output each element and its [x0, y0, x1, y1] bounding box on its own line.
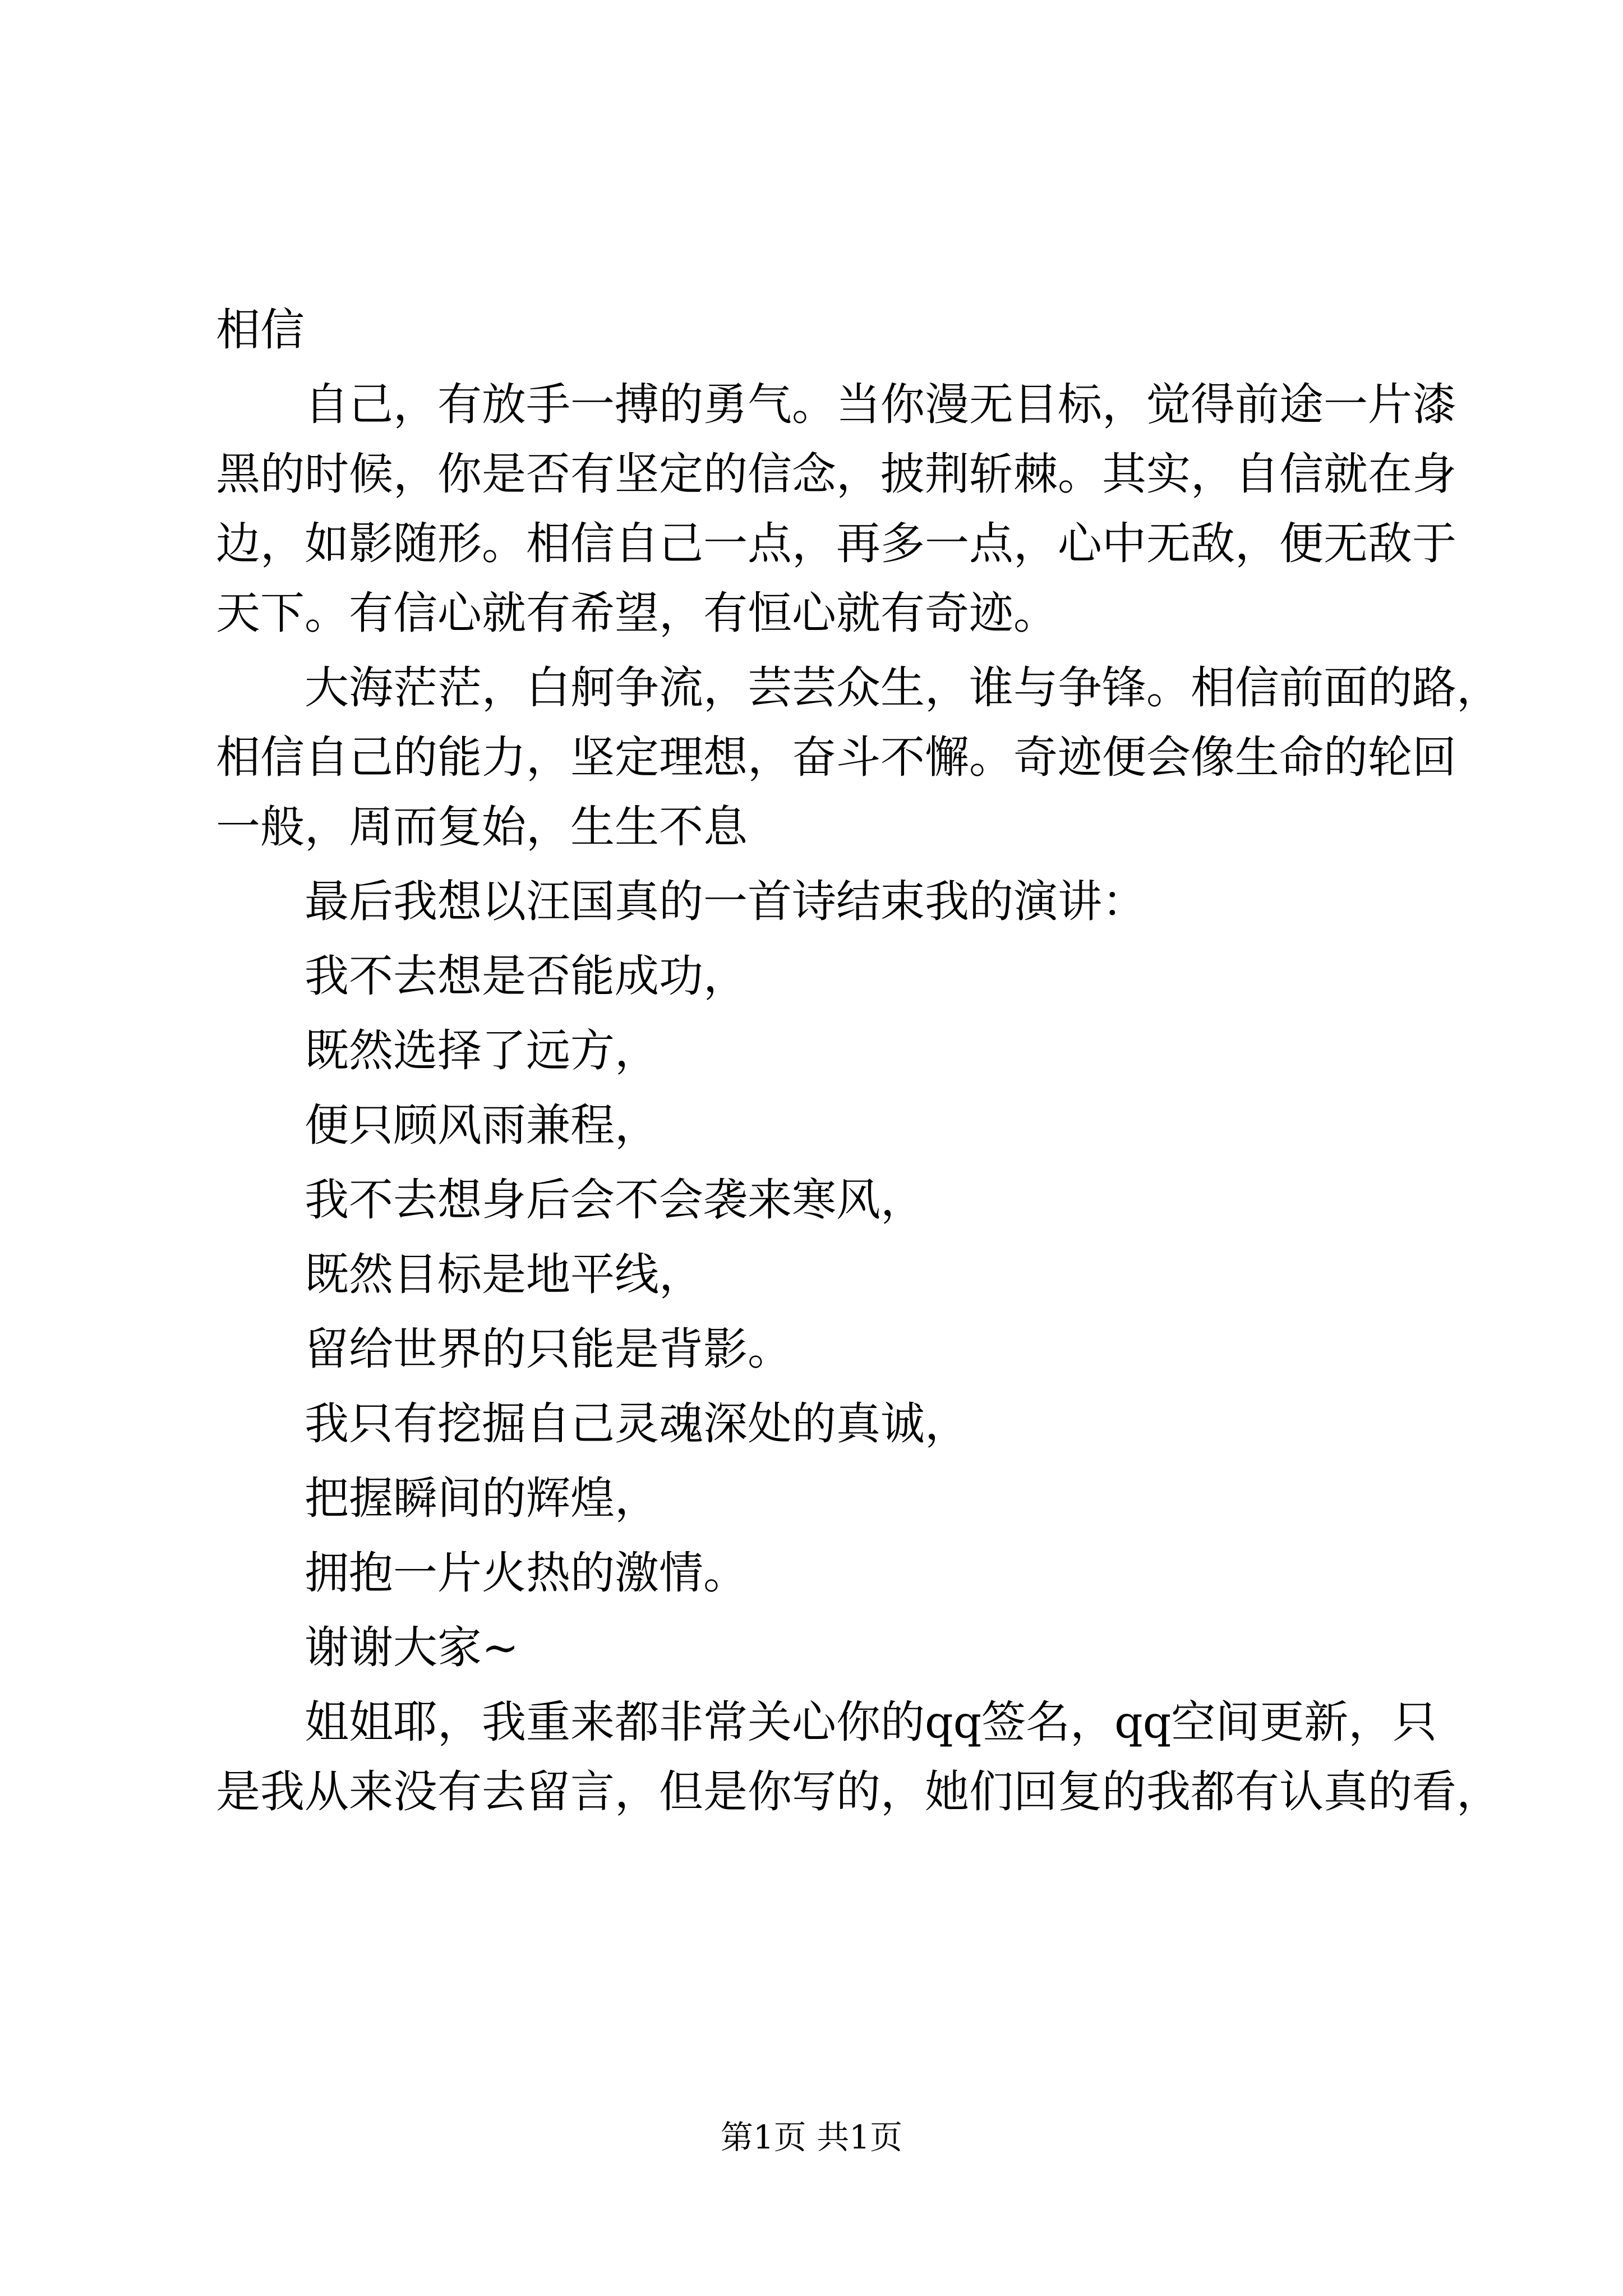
paragraph-1 [216, 375, 1456, 643]
poem-intro: 最后我想以汪国真的一首诗结束我的演讲： [305, 876, 1146, 927]
poem [216, 946, 1419, 1603]
document-body [216, 300, 1501, 1822]
thanks-text: 谢谢大家~ [305, 1622, 519, 1673]
paragraph-2-line: 大海茫茫，白舸争流，芸芸众生，谁与争锋。相信前面的路， [305, 662, 1501, 714]
paragraph-1-line: 黑的时候，你是否有坚定的信念，披荆斩棘。其实，自信就在身 [216, 448, 1456, 500]
poem-line: 我只有挖掘自己灵魂深处的真诚， [305, 1398, 969, 1450]
page-footer [0, 2118, 1623, 2157]
poem-line: 便只顾风雨兼程， [305, 1099, 659, 1151]
poem-line: 留给世界的只能是背影。 [305, 1323, 792, 1375]
poem-line: 既然选择了远方， [305, 1025, 659, 1076]
heading-text: 相信 [216, 304, 305, 356]
paragraph-1-line: 边，如影随形。相信自己一点，再多一点，心中无敌，便无敌于 [216, 518, 1456, 569]
poem-line: 我不去想身后会不会袭来寒风， [305, 1174, 925, 1226]
paragraph-2-line: 一般，周而复始，生生不息 [216, 801, 748, 853]
poem-line: 拥抱一片火热的激情。 [305, 1547, 748, 1599]
poem-line: 既然目标是地平线， [305, 1249, 703, 1300]
paragraph-3 [216, 1692, 1501, 1822]
paragraph-3-line: 姐姐耶，我重来都非常关心你的qq签名，qq空间更新，只 [305, 1696, 1437, 1748]
paragraph-1-line: 自己，有放手一搏的勇气。当你漫无目标，觉得前途一片漆 [305, 379, 1456, 430]
poem-line: 把握瞬间的辉煌， [305, 1473, 659, 1524]
paragraph-2-line: 相信自己的能力，坚定理想，奋斗不懈。奇迹便会像生命的轮回 [216, 731, 1456, 783]
paragraph-3-line: 是我从来没有去留言，但是你写的，她们回复的我都有认真的看， [216, 1766, 1501, 1818]
poem-line: 我不去想是否能成功， [305, 950, 748, 1002]
paragraph-1-line: 天下。有信心就有希望，有恒心就有奇迹。 [216, 587, 1058, 639]
paragraph-2 [216, 658, 1501, 857]
page-number-label: 第1页 共1页 [720, 2118, 903, 2156]
